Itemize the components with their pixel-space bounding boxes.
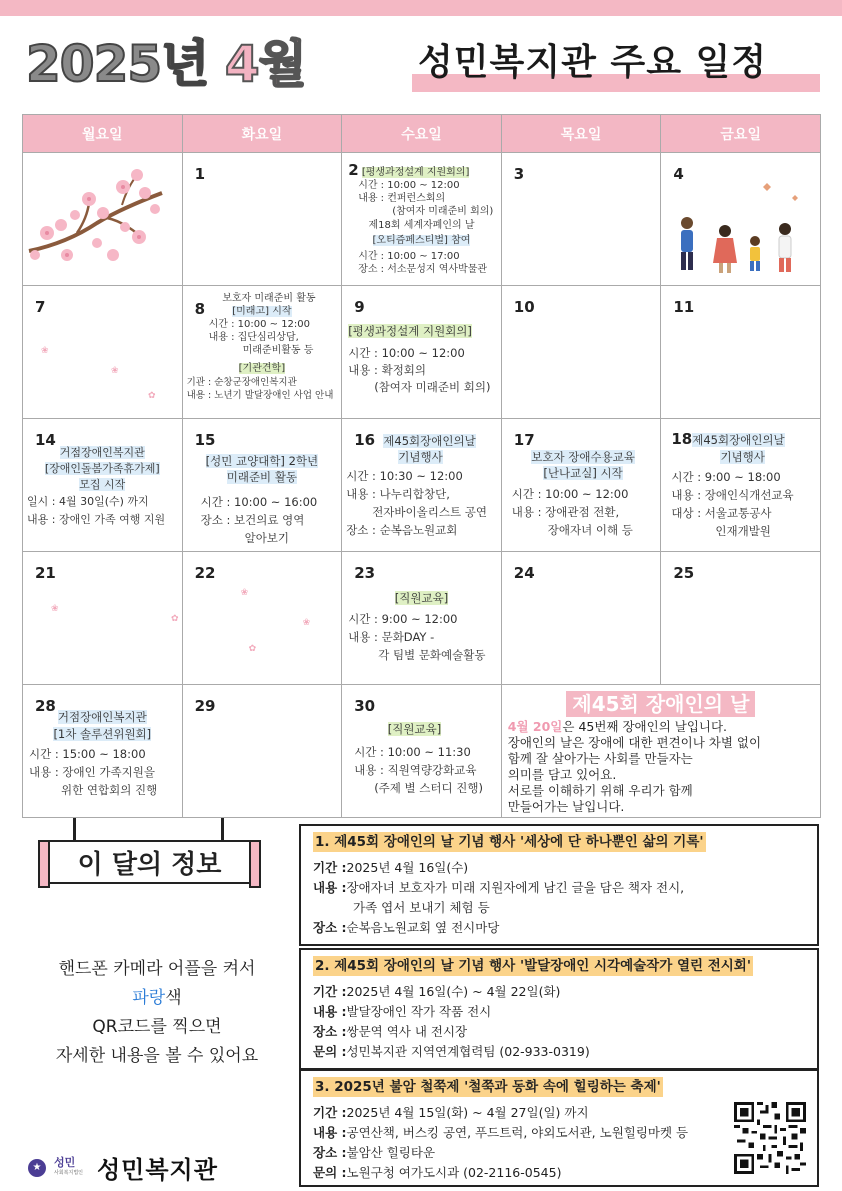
day-number: 23 bbox=[354, 564, 376, 582]
event-time: 시간 : 9:00 ~ 18:00 bbox=[671, 470, 781, 484]
event-content: 내용 : 장애인식개선교육 bbox=[671, 488, 794, 502]
field-value: 공연산책, 버스킹 공연, 푸드트럭, 야외도서관, 노원힐링마켓 등 bbox=[346, 1125, 689, 1140]
event-content: 내용 : 직원역량강화교육 bbox=[354, 763, 477, 777]
notice-text: 은 45번째 장애인의 날입니다. bbox=[562, 719, 728, 734]
field-value: 노원구청 여가도시과 (02-2116-0545) bbox=[346, 1165, 562, 1180]
event-content: 내용 : 컨퍼런스회의 bbox=[358, 193, 446, 204]
field-label: 문의 : bbox=[313, 1165, 347, 1180]
event-title: 제18회 세계자폐인의 날 bbox=[368, 220, 475, 231]
field-label: 내용 : bbox=[313, 880, 347, 895]
event-time: 시간 : 10:00 ~ 16:00 bbox=[200, 495, 318, 509]
day-number: 30 bbox=[354, 697, 376, 715]
week-row bbox=[23, 552, 821, 685]
field-label: 내용 : bbox=[313, 1125, 347, 1140]
info-label-text: 이 달의 정보 bbox=[77, 849, 222, 880]
field-value: 발달장애인 작가 작품 전시 bbox=[346, 1004, 492, 1019]
event-time: 시간 : 10:00 ~ 12:00 bbox=[208, 319, 311, 330]
event-title: [기관견학] bbox=[238, 363, 286, 374]
qr-line: 핸드폰 카메라 어플을 켜서 bbox=[58, 959, 256, 979]
day-number: 3 bbox=[513, 165, 525, 183]
petal-icon: ❀ bbox=[51, 604, 59, 614]
field-value: 장애자녀 보호자가 미래 지원자에게 남긴 글을 담은 책자 전시, bbox=[346, 880, 685, 895]
event-content: 미래준비활동 등 bbox=[242, 345, 314, 356]
event-time: 시간 : 9:00 ~ 12:00 bbox=[348, 612, 458, 626]
week-row bbox=[23, 685, 821, 818]
day-number: 18 bbox=[671, 430, 693, 448]
day-cell bbox=[23, 552, 183, 685]
day-number: 28 bbox=[35, 697, 56, 715]
event-content: 장애자녀 이해 등 bbox=[547, 523, 633, 537]
day-number: 11 bbox=[673, 298, 695, 316]
field-value: 2025년 4월 15일(화) ~ 4월 27일(일) 까지 bbox=[346, 1105, 589, 1120]
event-place: 장소 : 순복음노원교회 bbox=[346, 523, 458, 537]
event-title: 보호자 미래준비 활동 bbox=[222, 293, 316, 304]
info-box-title: 1. 제45회 장애인의 날 기념 행사 '세상에 단 하나뿐인 삶의 기록' bbox=[315, 834, 704, 850]
logo-icon: ★ bbox=[28, 1159, 46, 1177]
event-content: (주제 별 스터디 진행) bbox=[374, 781, 483, 795]
field-value: 순복음노원교회 옆 전시마당 bbox=[346, 920, 500, 935]
qr-line: QR코드를 찍으면 bbox=[92, 1017, 222, 1037]
day-cell bbox=[182, 552, 342, 685]
event-title: 기념행사 bbox=[398, 450, 443, 464]
week-row bbox=[23, 419, 821, 552]
field-label: 기간 : bbox=[313, 984, 347, 999]
day-number: 15 bbox=[194, 431, 216, 449]
event-title: [미래고] 시작 bbox=[232, 306, 292, 317]
day-cell bbox=[661, 419, 821, 552]
day-cell bbox=[23, 419, 183, 552]
day-number: 29 bbox=[194, 697, 216, 715]
event-title: [평생과정설계 지원회의] bbox=[361, 167, 470, 178]
weekday-header bbox=[23, 115, 821, 153]
day-cell-empty bbox=[23, 153, 183, 286]
event-content: (참여자 미래준비 회의) bbox=[392, 206, 494, 217]
cherry-blossom-illustration bbox=[27, 163, 167, 273]
field-value: 2025년 4월 16일(수) bbox=[346, 860, 469, 875]
event-content: 위한 연합회의 진행 bbox=[61, 783, 158, 797]
day-number: 7 bbox=[35, 298, 46, 316]
day-cell bbox=[342, 552, 502, 685]
day-number: 25 bbox=[673, 564, 695, 582]
day-cell bbox=[342, 419, 502, 552]
day-cell bbox=[182, 419, 342, 552]
day-cell bbox=[661, 552, 821, 685]
field-label: 기간 : bbox=[313, 860, 347, 875]
petal-icon: ✿ bbox=[148, 391, 156, 401]
event-title: 거점장애인복지관 bbox=[57, 710, 147, 724]
event-title: [난나교실] 시작 bbox=[543, 466, 623, 480]
event-title: [오티즘페스티벌] 참여 bbox=[372, 235, 471, 246]
day-number: 22 bbox=[194, 564, 216, 582]
field-label: 문의 : bbox=[313, 1044, 347, 1059]
event-title: [직원교육] bbox=[387, 722, 442, 736]
info-box-2 bbox=[299, 948, 819, 1070]
day-cell bbox=[342, 153, 502, 286]
org-logo bbox=[28, 1150, 218, 1185]
field-label: 장소 : bbox=[313, 1024, 347, 1039]
notice-cell bbox=[501, 685, 820, 818]
event-title: 기념행사 bbox=[720, 450, 765, 464]
weekday-thu: 목요일 bbox=[501, 115, 661, 153]
page-title bbox=[412, 38, 820, 94]
day-cell bbox=[182, 153, 342, 286]
event-target: 인재개발원 bbox=[715, 524, 771, 538]
event-title: 제45회장애인의날 bbox=[383, 434, 476, 448]
event-time: 시간 : 10:00 ~ 12:00 bbox=[348, 346, 465, 360]
weekday-fri: 금요일 bbox=[661, 115, 821, 153]
event-date: 일시 : 4월 30일(수) 까지 bbox=[27, 495, 149, 508]
event-content: 내용 : 확정회의 bbox=[348, 363, 427, 377]
event-content: 내용 : 집단심리상담, bbox=[208, 332, 299, 343]
field-value: 불암산 힐링타운 bbox=[346, 1145, 436, 1160]
day-cell bbox=[501, 552, 661, 685]
page-title-text: 성민복지관 주요 일정 bbox=[418, 42, 768, 83]
weekday-tue: 화요일 bbox=[182, 115, 342, 153]
day-number: 2 bbox=[348, 161, 359, 179]
event-content: (참여자 미래준비 회의) bbox=[374, 380, 491, 394]
notice-title: 제45회 장애인의 날 bbox=[566, 691, 755, 717]
day-cell bbox=[661, 153, 821, 286]
day-number: 17 bbox=[513, 431, 535, 449]
event-content: 내용 : 나누리합창단, bbox=[346, 487, 450, 501]
day-number: 1 bbox=[194, 165, 206, 183]
day-cell bbox=[342, 685, 502, 818]
event-content: 각 팀별 문화예술활동 bbox=[378, 648, 486, 662]
field-label: 장소 : bbox=[313, 920, 347, 935]
notice-date: 4월 20일 bbox=[507, 719, 563, 734]
event-place: 장소 : 서소문성지 역사박물관 bbox=[358, 264, 488, 275]
event-title: [성민 교양대학] 2학년 bbox=[205, 454, 319, 468]
event-content: 내용 : 장애인 가족지원을 bbox=[29, 765, 155, 779]
event-time: 시간 : 10:00 ~ 12:00 bbox=[511, 487, 629, 501]
weekday-mon: 월요일 bbox=[23, 115, 183, 153]
event-time: 시간 : 15:00 ~ 18:00 bbox=[29, 747, 146, 761]
event-title: 보호자 장애수용교육 bbox=[531, 450, 635, 464]
day-cell bbox=[23, 685, 183, 818]
notice-text: 의미를 담고 있어요. bbox=[507, 767, 617, 782]
day-cell bbox=[182, 286, 342, 419]
event-title: [장애인돌봄가족휴가제] bbox=[44, 462, 160, 475]
top-band bbox=[0, 0, 842, 16]
day-cell bbox=[501, 419, 661, 552]
day-number: 14 bbox=[35, 431, 56, 449]
event-content: 전자바이올리스트 공연 bbox=[372, 505, 487, 519]
day-number: 9 bbox=[354, 298, 365, 316]
info-box-title: 3. 2025년 불암 철쭉제 '철쭉과 동화 속에 힐링하는 축제' bbox=[315, 1079, 661, 1095]
event-title: [1차 솔루션위원회] bbox=[53, 727, 152, 741]
event-title: 제45회장애인의날 bbox=[692, 433, 785, 447]
event-time: 시간 : 10:00 ~ 11:30 bbox=[354, 745, 471, 759]
day-number: 24 bbox=[513, 564, 535, 582]
event-title: [평생과정설계 지원회의] bbox=[348, 324, 472, 338]
field-value: 성민복지관 지역연계협력팀 (02-933-0319) bbox=[346, 1044, 590, 1059]
qr-line-blue: 파랑 bbox=[132, 988, 166, 1008]
notice-text: 만들어가는 날입니다. bbox=[507, 799, 625, 814]
field-label: 장소 : bbox=[313, 1145, 347, 1160]
logo-small-text: 성민 사회복지법인 bbox=[54, 1155, 83, 1176]
notice-text: 서로를 이해하기 위해 우리가 함께 bbox=[507, 783, 693, 798]
event-time: 시간 : 10:30 ~ 12:00 bbox=[346, 469, 463, 483]
calendar bbox=[22, 114, 821, 818]
qr-code[interactable] bbox=[734, 1102, 806, 1174]
day-cell bbox=[342, 286, 502, 419]
qr-instructions bbox=[22, 955, 292, 1071]
petal-icon: ✿ bbox=[171, 614, 179, 624]
field-value: 가족 엽서 보내기 체험 등 bbox=[353, 900, 490, 915]
day-cell bbox=[501, 286, 661, 419]
day-number: 4 bbox=[673, 165, 684, 183]
day-number: 8 bbox=[194, 300, 206, 318]
petal-icon: ❀ bbox=[240, 588, 249, 598]
event-org: 기관 : 순창군장애인복지관 bbox=[186, 377, 297, 388]
day-cell bbox=[661, 286, 821, 419]
info-box-title: 2. 제45회 장애인의 날 기념 행사 '발달장애인 시각예술작가 열린 전시회' bbox=[315, 958, 751, 974]
event-content: 내용 : 문화DAY - bbox=[348, 630, 435, 644]
info-label bbox=[38, 840, 261, 884]
field-label: 내용 : bbox=[313, 1004, 347, 1019]
petal-icon: ✿ bbox=[248, 644, 257, 654]
notice-text: 장애인의 날은 장애에 대한 편견이나 차별 없이 bbox=[507, 735, 762, 750]
qr-line: 자세한 내용을 볼 수 있어요 bbox=[55, 1046, 259, 1066]
info-box-1 bbox=[299, 824, 819, 946]
page-title-date bbox=[26, 34, 306, 94]
event-title: [직원교육] bbox=[394, 591, 449, 605]
petal-icon: ❀ bbox=[41, 346, 49, 356]
title-month: 4월 bbox=[224, 35, 306, 93]
day-cell bbox=[501, 153, 661, 286]
event-place: 알아보기 bbox=[244, 531, 290, 545]
event-content: 내용 : 장애인 가족 여행 지원 bbox=[27, 513, 166, 526]
day-number: 10 bbox=[513, 298, 535, 316]
event-time: 시간 : 10:00 ~ 12:00 bbox=[358, 180, 460, 191]
event-target: 대상 : 서울교통공사 bbox=[671, 506, 772, 520]
notice-text: 함께 잘 살아가는 사회를 만들자는 bbox=[507, 751, 693, 766]
week-row bbox=[23, 153, 821, 286]
day-cell bbox=[23, 286, 183, 419]
event-content: 내용 : 노년기 발달장애인 사업 안내 bbox=[186, 390, 334, 401]
event-title: 미래준비 활동 bbox=[226, 470, 298, 484]
day-cell bbox=[182, 685, 342, 818]
family-walking-illustration bbox=[667, 173, 807, 283]
field-value: 2025년 4월 16일(수) ~ 4월 22일(화) bbox=[346, 984, 561, 999]
weekday-wed: 수요일 bbox=[342, 115, 502, 153]
field-value: 쌍문역 역사 내 전시장 bbox=[346, 1024, 468, 1039]
event-time: 시간 : 10:00 ~ 17:00 bbox=[358, 251, 460, 262]
field-label: 기간 : bbox=[313, 1105, 347, 1120]
event-title: 거점장애인복지관 bbox=[59, 446, 145, 459]
event-content: 내용 : 장애관점 전환, bbox=[511, 505, 620, 519]
week-row bbox=[23, 286, 821, 419]
qr-line: 색 bbox=[165, 988, 182, 1008]
event-place: 장소 : 보건의료 영역 bbox=[200, 513, 305, 527]
event-title: 모집 시작 bbox=[79, 478, 126, 491]
day-number: 21 bbox=[35, 564, 56, 582]
title-year: 2025년 bbox=[26, 35, 209, 93]
logo-big-text: 성민복지관 bbox=[96, 1156, 218, 1184]
petal-icon: ❀ bbox=[111, 366, 119, 376]
day-number: 16 bbox=[354, 431, 376, 449]
petal-icon: ❀ bbox=[302, 618, 311, 628]
